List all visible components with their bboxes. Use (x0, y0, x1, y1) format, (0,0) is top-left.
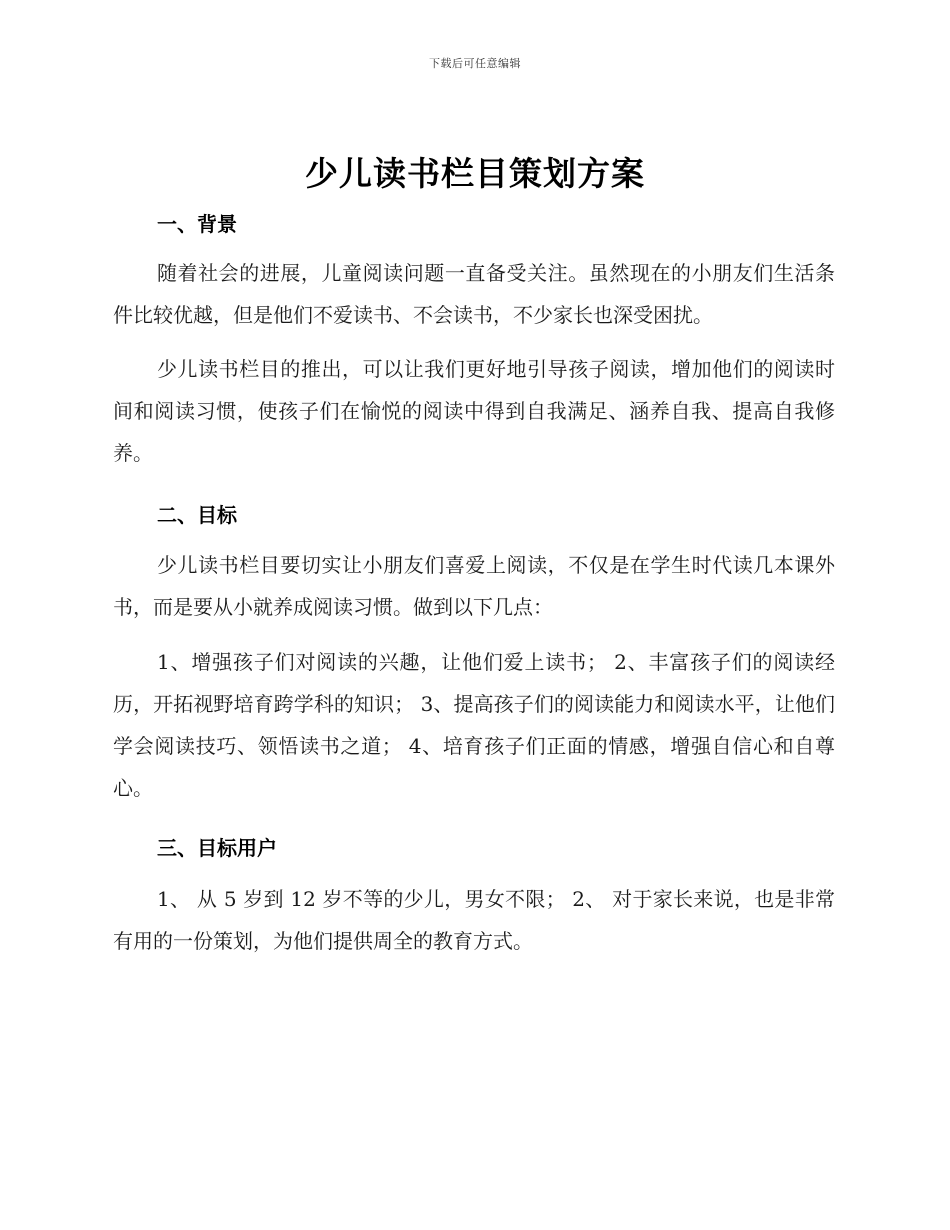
section-heading-background: 一、背景 (157, 212, 237, 236)
paragraph-goals-list: 1、增强孩子们对阅读的兴趣，让他们爱上读书； 2、丰富孩子们的阅读经历，开拓视野培育跨学科的知识； 3、提高孩子们的阅读能力和阅读水平，让他们学会阅读技巧、领悟读书之道； 4、培育孩子们正面的情感，增强自信心和自尊心。 (113, 650, 835, 800)
paragraph-background-2: 少儿读书栏目的推出，可以让我们更好地引导孩子阅读，增加他们的阅读时间和阅读习惯，使孩子们在愉悦的阅读中得到自我满足、涵养自我、提高自我修养。 (113, 357, 835, 465)
header-note: 下载后可任意编辑 (429, 57, 521, 70)
section-heading-goals: 二、目标 (157, 503, 237, 527)
paragraph-goals-intro: 少儿读书栏目要切实让小朋友们喜爱上阅读，不仅是在学生时代读几本课外书，而是要从小就养成阅读习惯。做到以下几点： (113, 553, 835, 619)
document-title: 少儿读书栏目策划方案 (305, 154, 645, 193)
section-heading-target-users: 三、目标用户 (157, 836, 277, 860)
paragraph-background-1: 随着社会的进展，儿童阅读问题一直备受关注。虽然现在的小朋友们生活条件比较优越，但是他们不爱读书、不会读书，不少家长也深受困扰。 (113, 261, 835, 327)
paragraph-target-users: 1、 从 5 岁到 12 岁不等的少儿，男女不限； 2、 对于家长来说，也是非常有用的一份策划，为他们提供周全的教育方式。 (113, 887, 835, 953)
